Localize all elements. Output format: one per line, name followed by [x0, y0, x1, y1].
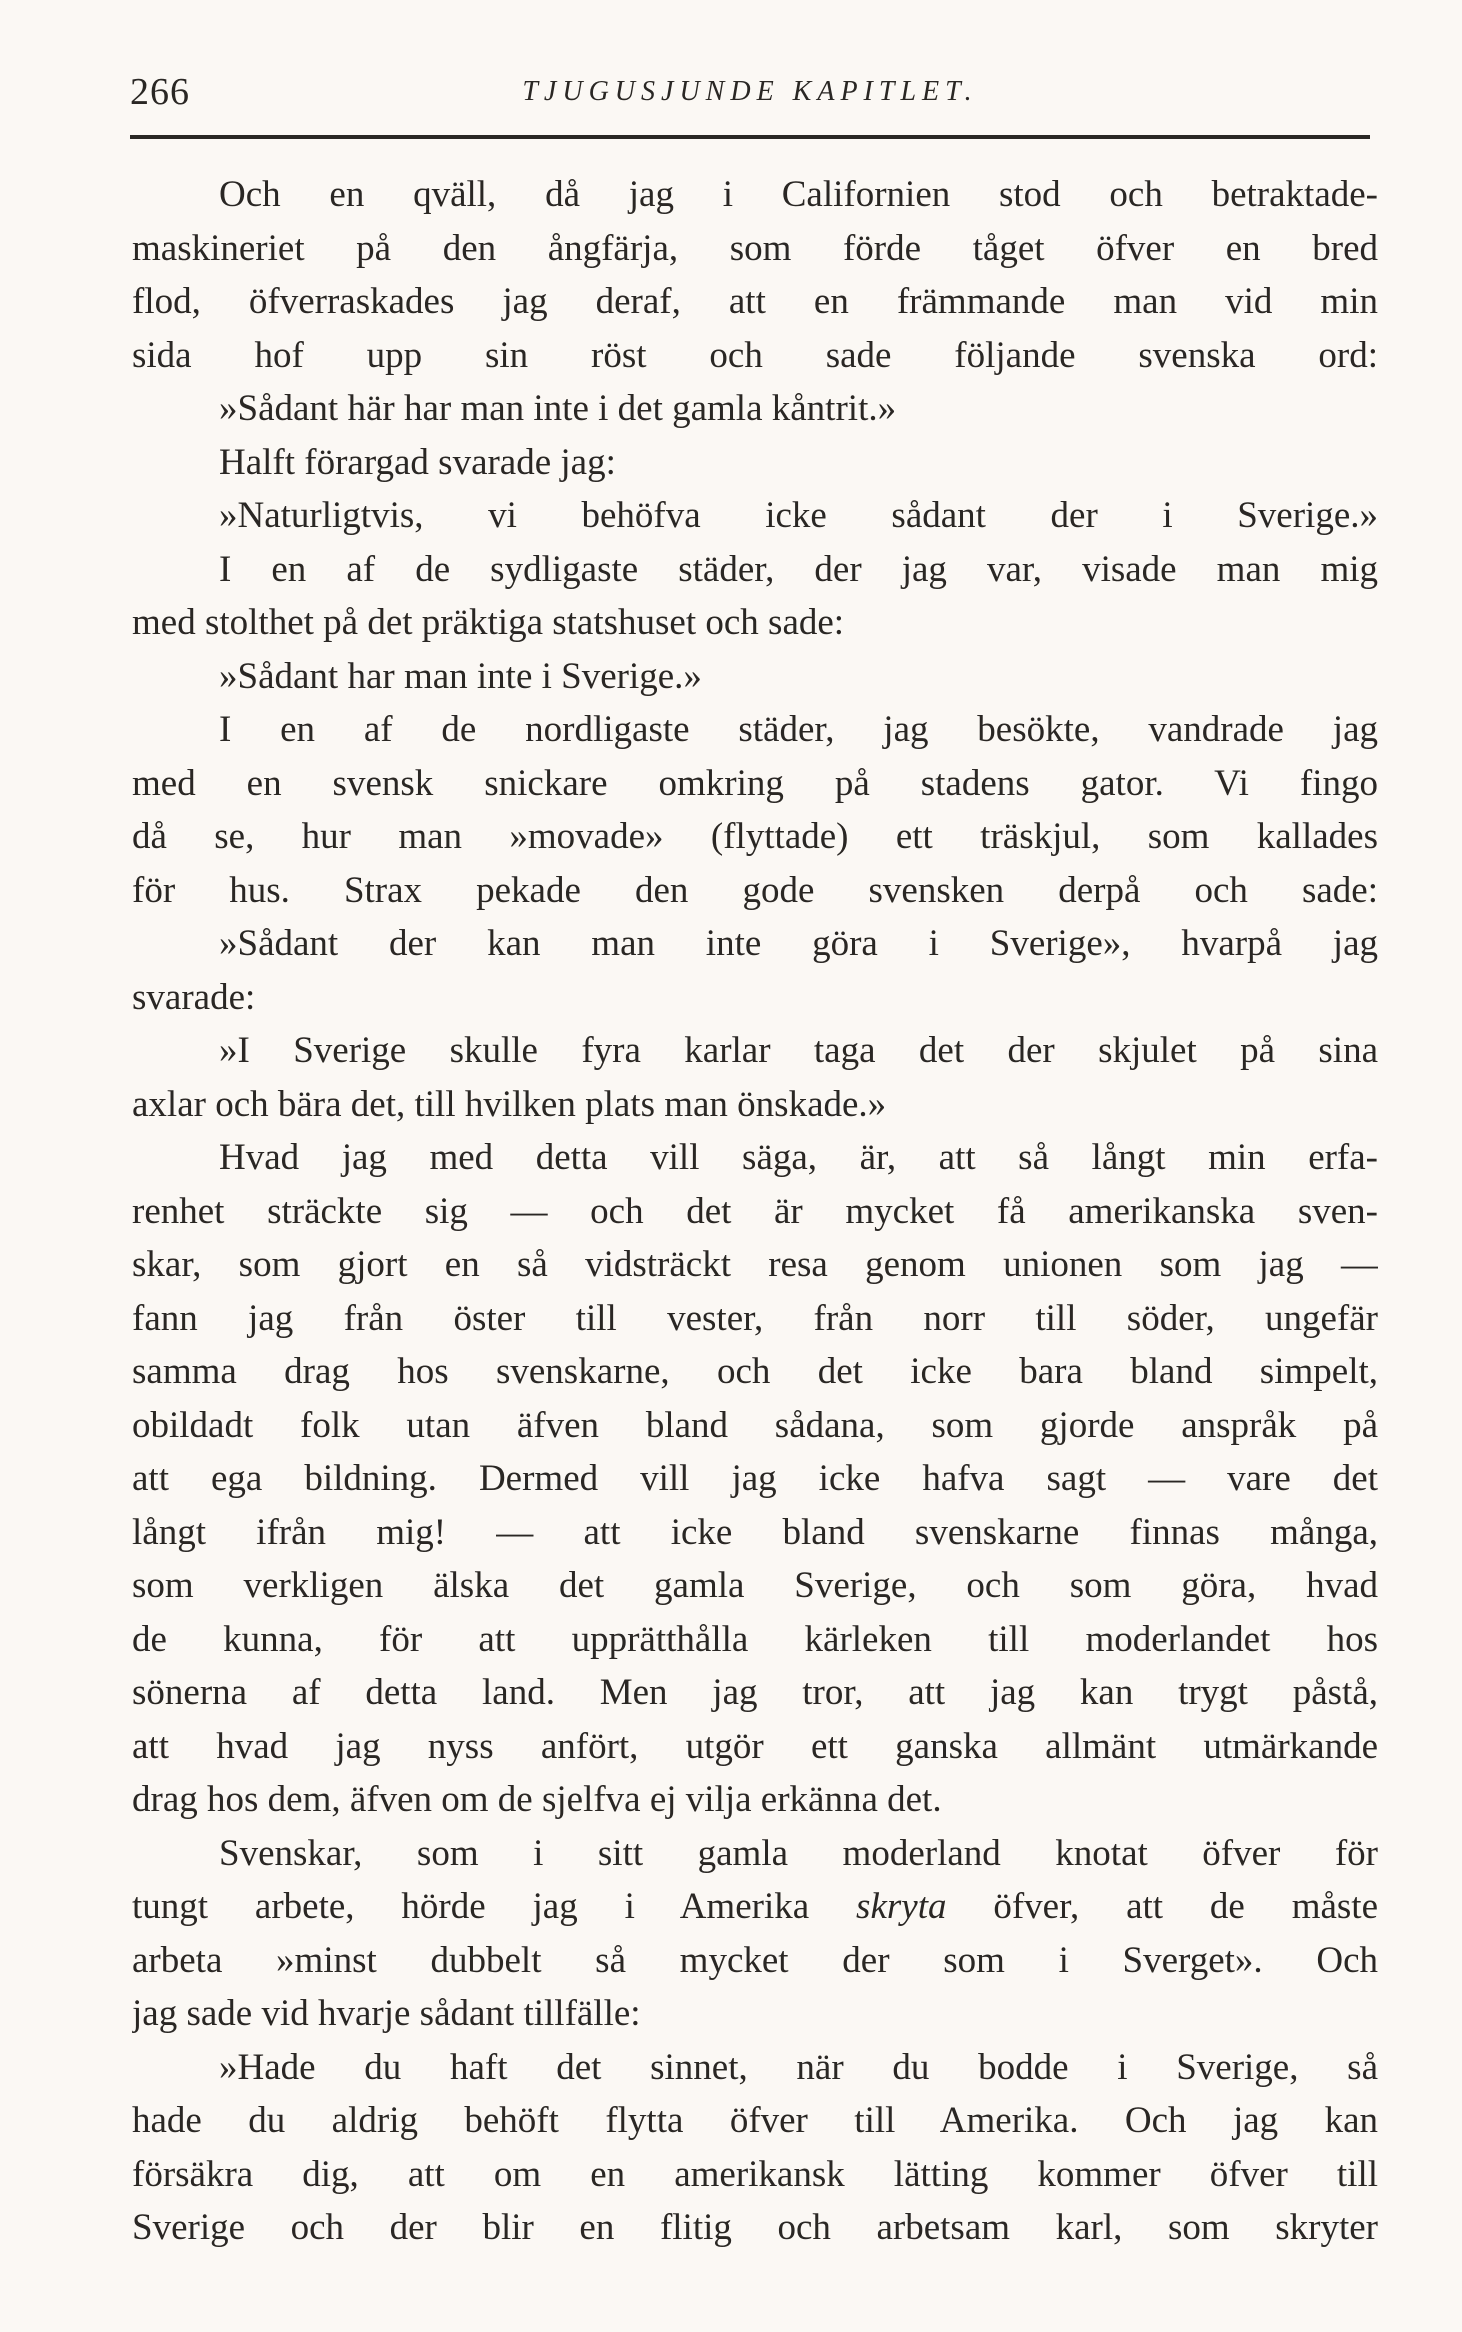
page-header — [130, 70, 1370, 130]
text-line: »Sådant der kan man inte göra i Sverige», hvarpå jag — [219, 923, 1378, 964]
text-line: Halft förargad svarade jag: — [219, 441, 616, 483]
text-line: att ega bildning. Dermed vill jag icke hafva sagt — vare det — [132, 1458, 1378, 1499]
text-line: arbeta »minst dubbelt så mycket der som i Sverget». Och — [132, 1939, 1378, 1981]
text-line: svarade: — [132, 976, 256, 1018]
text-line: sönerna af detta land. Men jag tror, att jag kan trygt påstå, — [132, 1672, 1378, 1713]
text-line: drag hos dem, äfven om de sjelfva ej vilja erkänna det. — [132, 1779, 942, 1820]
body-text — [132, 168, 1378, 2255]
text-line: Svenskar, som i sitt gamla moderland knotat öfver för — [219, 1832, 1378, 1874]
text-line: flod, öfverraskades jag deraf, att en främmande man vid min — [132, 281, 1378, 322]
text-segment: öfver, att de måste — [993, 1886, 1378, 1927]
text-line: »Sådant här har man inte i det gamla kåntrit.» — [219, 388, 897, 429]
text-line: hade du aldrig behöft flytta öfver till Amerika. Och jag kan — [132, 2100, 1378, 2141]
text-line: sida hof upp sin röst och sade följande svenska ord: — [132, 334, 1378, 376]
text-line: I en af de nordligaste städer, jag besökte, vandrade jag — [219, 709, 1378, 750]
text-line: »Sådant har man inte i Sverige.» — [219, 655, 702, 697]
text-line: långt ifrån mig! — att icke bland svenskarne finnas många, — [132, 1511, 1378, 1553]
text-segment: tungt arbete, hörde jag i Amerika — [132, 1886, 810, 1927]
text-line: »I Sverige skulle fyra karlar taga det der skjulet på sina — [219, 1030, 1378, 1071]
running-title: TJUGUSJUNDE KAPITLET. — [522, 76, 978, 107]
text-line: försäkra dig, att om en amerikansk lätting kommer öfver till — [132, 2153, 1378, 2195]
text-line: Hvad jag med detta vill säga, är, att så långt min erfa- — [219, 1137, 1378, 1178]
text-line: att hvad jag nyss anfört, utgör ett ganska allmänt utmärkande — [132, 1725, 1378, 1767]
text-line: för hus. Strax pekade den gode svensken derpå och sade: — [132, 869, 1378, 911]
text-line: renhet sträckte sig — och det är mycket få amerikanska sven- — [132, 1190, 1378, 1232]
text-line: axlar och bära det, till hvilken plats man önskade.» — [132, 1083, 887, 1125]
text-line: skar, som gjort en så vidsträckt resa genom unionen som jag — — [132, 1244, 1378, 1285]
header-rule — [130, 135, 1370, 139]
text-line: obildadt folk utan äfven bland sådana, som gjorde anspråk på — [132, 1404, 1378, 1446]
text-line: »Hade du haft det sinnet, när du bodde i Sverige, så — [219, 2046, 1378, 2088]
text-line: maskineriet på den ångfärja, som förde tåget öfver en bred — [132, 227, 1378, 269]
text-line: fann jag från öster till vester, från norr till söder, ungefär — [132, 1297, 1378, 1339]
text-line: »Naturligtvis, vi behöfva icke sådant der i Sverige.» — [219, 495, 1378, 536]
text-line: med en svensk snickare omkring på stadens gator. Vi fingo — [132, 762, 1378, 804]
text-line: samma drag hos svenskarne, och det icke bara bland simpelt, — [132, 1351, 1378, 1392]
page-number: 266 — [130, 71, 190, 113]
text-line: då se, hur man »movade» (flyttade) ett träskjul, som kallades — [132, 816, 1378, 857]
text-line: de kunna, för att upprätthålla kärleken till moderlandet hos — [132, 1618, 1378, 1660]
text-line: som verkligen älska det gamla Sverige, och som göra, hvad — [132, 1565, 1378, 1606]
text-line: med stolthet på det präktiga statshuset och sade: — [132, 602, 845, 643]
text-line: Och en qväll, då jag i Californien stod och betraktade- — [219, 174, 1378, 215]
italic-word: skryta — [856, 1886, 947, 1927]
text-line — [132, 1880, 1378, 1934]
text-line: I en af de sydligaste städer, der jag var, visade man mig — [219, 548, 1378, 590]
text-line: jag sade vid hvarje sådant tillfälle: — [132, 1993, 641, 2034]
text-line: Sverige och der blir en flitig och arbetsam karl, som skryter — [132, 2207, 1378, 2248]
